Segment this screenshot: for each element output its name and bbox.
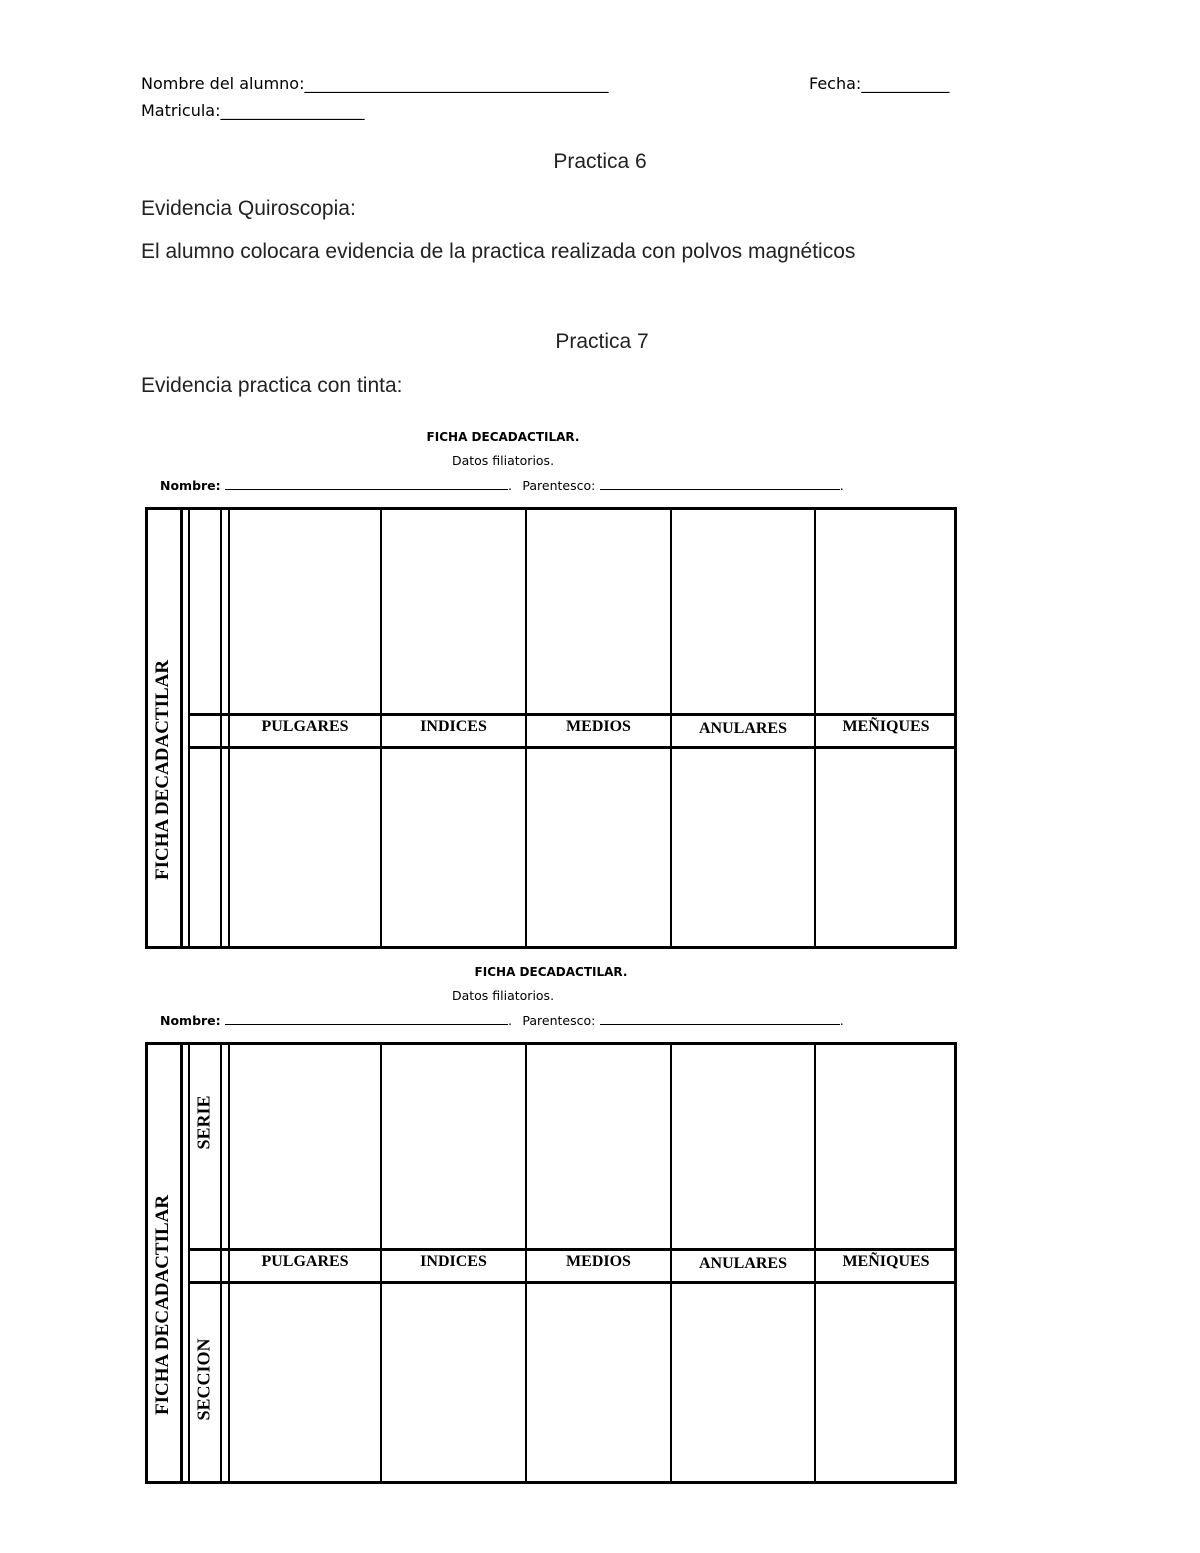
ficha1-col-pulgares: PULGARES [261, 718, 349, 735]
ficha1-subtitle: Datos filiatorios. [451, 453, 555, 468]
ficha2-parentesco-blank[interactable] [600, 1012, 840, 1025]
ficha2-grid [145, 1042, 957, 1484]
ficha2-col-anulares: ANULARES [698, 1255, 787, 1272]
ficha1-grid [145, 507, 957, 949]
ficha1-name-blank[interactable] [225, 477, 508, 490]
ficha1-name-label: Nombre: [160, 478, 221, 493]
student-name-blank[interactable]: ______________________________________ [304, 74, 609, 93]
ficha1-col-medios: MEDIOS [566, 718, 631, 735]
ficha2-col-meniques: MEÑIQUES [842, 1253, 930, 1270]
ficha2-serie-label: SERIE [193, 1095, 214, 1150]
ficha2-name-label: Nombre: [160, 1013, 221, 1028]
date-blank[interactable]: ___________ [861, 74, 950, 93]
ficha2-col-pulgares: PULGARES [261, 1253, 349, 1270]
ficha1-col-anulares: ANULARES [698, 720, 787, 737]
ficha1-col-indices: INDICES [420, 718, 487, 735]
ficha1-title: FICHA DECADACTILAR. [426, 430, 580, 444]
matricula-line [141, 101, 364, 120]
ficha1-name-line: Nombre: . Parentesco: . [160, 478, 844, 493]
practica6-text: El alumno colocara evidencia de la practica realizada con polvos magnéticos [141, 240, 856, 263]
ficha2-col-medios: MEDIOS [566, 1253, 631, 1270]
date-label: Fecha: [809, 74, 862, 93]
student-name-label: Nombre del alumno: [141, 74, 305, 93]
ficha2-seccion-label: SECCION [193, 1338, 214, 1421]
ficha2-name-blank[interactable] [225, 1012, 508, 1025]
ficha1-parentesco-label: Parentesco: [522, 478, 596, 493]
ficha2-subtitle: Datos filiatorios. [451, 988, 555, 1003]
ficha2-title: FICHA DECADACTILAR. [474, 965, 628, 979]
practica6-title: Practica 6 [553, 150, 647, 173]
practica7-title: Practica 7 [555, 330, 649, 353]
date-line [809, 74, 949, 93]
practica7-subtitle: Evidencia practica con tinta: [141, 374, 403, 397]
ficha2-name-line: Nombre: . Parentesco: . [160, 1013, 844, 1028]
student-name-line [141, 74, 608, 93]
matricula-blank[interactable]: __________________ [220, 101, 365, 120]
ficha1-parentesco-blank[interactable] [600, 477, 840, 490]
ficha2-side-label: FICHA DECADACTILAR [152, 1194, 173, 1415]
ficha1-col-meniques: MEÑIQUES [842, 718, 930, 735]
ficha2-parentesco-label: Parentesco: [522, 1013, 596, 1028]
matricula-label: Matricula: [141, 101, 221, 120]
ficha1-side-label: FICHA DECADACTILAR [152, 659, 173, 880]
practica6-subtitle: Evidencia Quiroscopia: [141, 197, 356, 220]
ficha2-col-indices: INDICES [420, 1253, 487, 1270]
